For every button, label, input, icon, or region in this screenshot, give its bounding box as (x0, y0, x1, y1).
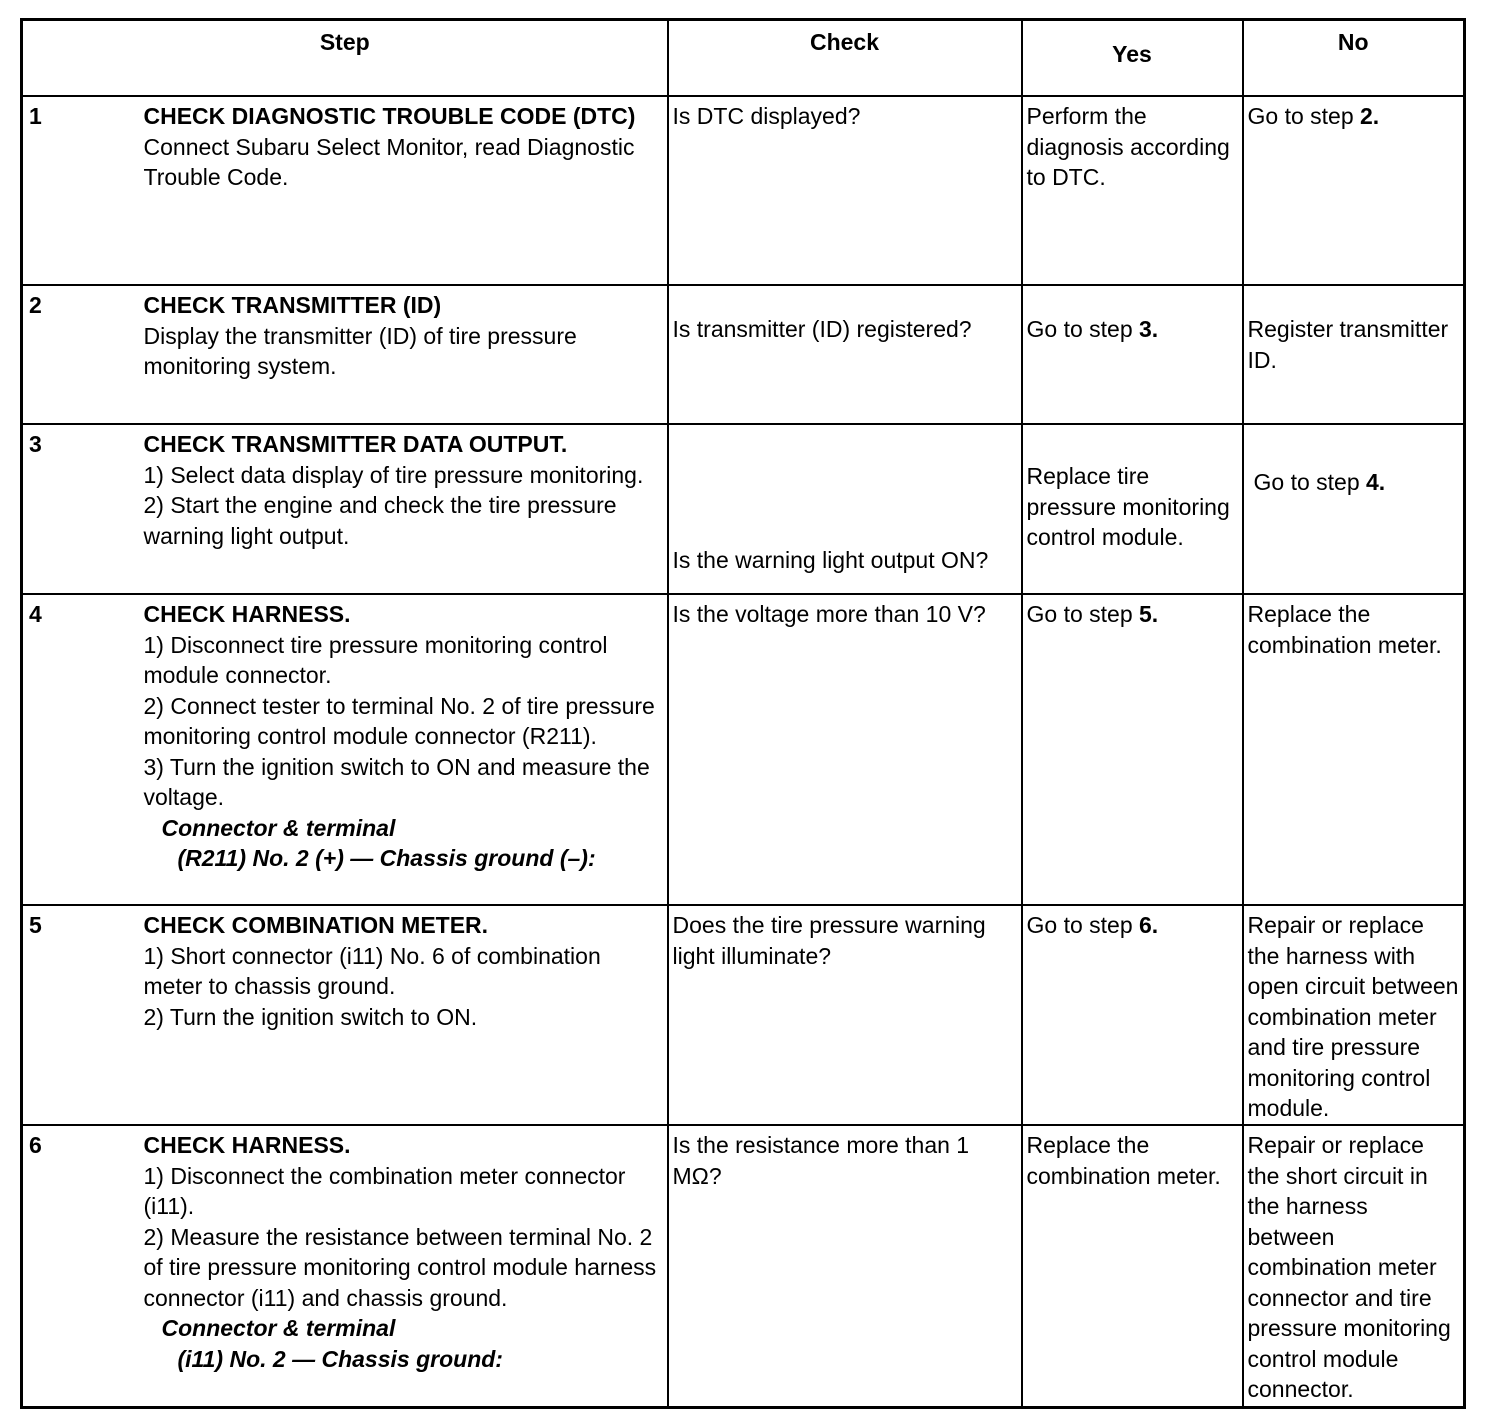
step-line: 1) Select data display of tire pressure monitoring. (143, 461, 644, 488)
step-line: 2) Start the engine and check the tire pressure warning light output. (143, 492, 617, 549)
yes-action: Replace the combination meter. (1022, 1125, 1243, 1407)
check-question: Is DTC displayed? (668, 96, 1022, 285)
header-step: Step (22, 20, 668, 97)
yes-action-step: 3. (1139, 316, 1159, 342)
yes-action (1022, 905, 1243, 1125)
yes-action: Replace tire pressure monitoring control module. (1022, 424, 1243, 594)
no-action: Repair or replace the harness with open circuit between combination meter and tire pressure monitoring control module. (1243, 905, 1465, 1125)
check-question: Is transmitter (ID) registered? (668, 285, 1022, 424)
step-line: Display the transmitter (ID) of tire pressure monitoring system. (143, 322, 577, 379)
step-title: CHECK COMBINATION METER. (143, 912, 489, 938)
step-description (144, 905, 668, 1125)
diagnostic-table (20, 18, 1466, 1409)
step-title: CHECK TRANSMITTER (ID) (143, 292, 442, 318)
step-description (144, 1125, 668, 1407)
header-yes: Yes (1022, 20, 1243, 97)
step-number: 1 (22, 96, 144, 285)
spec-heading: Connector & terminal (161, 814, 396, 841)
check-question: Is the voltage more than 10 V? (668, 594, 1022, 905)
step-title: CHECK TRANSMITTER DATA OUTPUT. (143, 431, 568, 457)
step-number: 3 (22, 424, 144, 594)
check-question: Is the resistance more than 1 MΩ? (668, 1125, 1022, 1407)
yes-action (1022, 594, 1243, 905)
step-line: 2) Connect tester to terminal No. 2 of tire pressure monitoring control module connector (R211). (143, 692, 655, 749)
step-number: 5 (22, 905, 144, 1125)
spec-detail: (i11) No. 2 — Chassis ground: (177, 1345, 503, 1372)
step-line: 2) Measure the resistance between terminal No. 2 of tire pressure monitoring control module harness connector (i11) and chassis ground. (143, 1223, 657, 1311)
table-row (22, 1125, 1465, 1407)
table-row (22, 594, 1465, 905)
header-row (22, 20, 1465, 97)
step-line: 3) Turn the ignition switch to ON and measure the voltage. (143, 753, 650, 810)
table-row (22, 905, 1465, 1125)
yes-action-step: 6. (1139, 912, 1159, 938)
yes-action: Perform the diagnosis according to DTC. (1022, 96, 1243, 285)
header-check: Check (668, 20, 1022, 97)
step-number: 6 (22, 1125, 144, 1407)
step-description (144, 96, 668, 285)
step-title: CHECK DIAGNOSTIC TROUBLE CODE (DTC) (143, 103, 636, 129)
yes-action-step: 5. (1139, 601, 1159, 627)
step-description (144, 424, 668, 594)
no-action-step: 2. (1360, 103, 1380, 129)
table-row (22, 96, 1465, 285)
step-description (144, 594, 668, 905)
step-line: 1) Disconnect the combination meter connector (i11). (143, 1162, 626, 1219)
header-no: No (1243, 20, 1465, 97)
step-number: 4 (22, 594, 144, 905)
step-line: Connect Subaru Select Monitor, read Diagnostic Trouble Code. (143, 133, 635, 190)
no-action-text: Go to step (1253, 469, 1367, 495)
step-description (144, 285, 668, 424)
step-line: 2) Turn the ignition switch to ON. (143, 1003, 478, 1030)
step-title: CHECK HARNESS. (143, 1132, 351, 1158)
spec-heading: Connector & terminal (161, 1315, 396, 1341)
yes-action-text: Go to step (1026, 601, 1140, 627)
step-title: CHECK HARNESS. (143, 601, 351, 627)
yes-action (1022, 285, 1243, 424)
no-action: Register transmitter ID. (1243, 285, 1465, 424)
table-row (22, 424, 1465, 594)
no-action: Repair or replace the short circuit in the harness between combination meter connector and tire pressure monitoring control module connector. (1243, 1125, 1465, 1407)
check-question: Does the tire pressure warning light illuminate? (668, 905, 1022, 1125)
no-action: Replace the combination meter. (1243, 594, 1465, 905)
no-action (1243, 424, 1465, 594)
yes-action-text: Go to step (1026, 316, 1140, 342)
spec-detail: (R211) No. 2 (+) — Chassis ground (–): (177, 845, 596, 871)
no-action-step: 4. (1366, 469, 1386, 495)
yes-action-text: Go to step (1026, 912, 1140, 938)
no-action (1243, 96, 1465, 285)
step-number: 2 (22, 285, 144, 424)
no-action-text: Go to step (1247, 103, 1361, 129)
step-line: 1) Short connector (i11) No. 6 of combination meter to chassis ground. (143, 942, 601, 999)
step-line: 1) Disconnect tire pressure monitoring control module connector. (143, 631, 608, 688)
table-row (22, 285, 1465, 424)
check-question: Is the warning light output ON? (668, 424, 1022, 594)
